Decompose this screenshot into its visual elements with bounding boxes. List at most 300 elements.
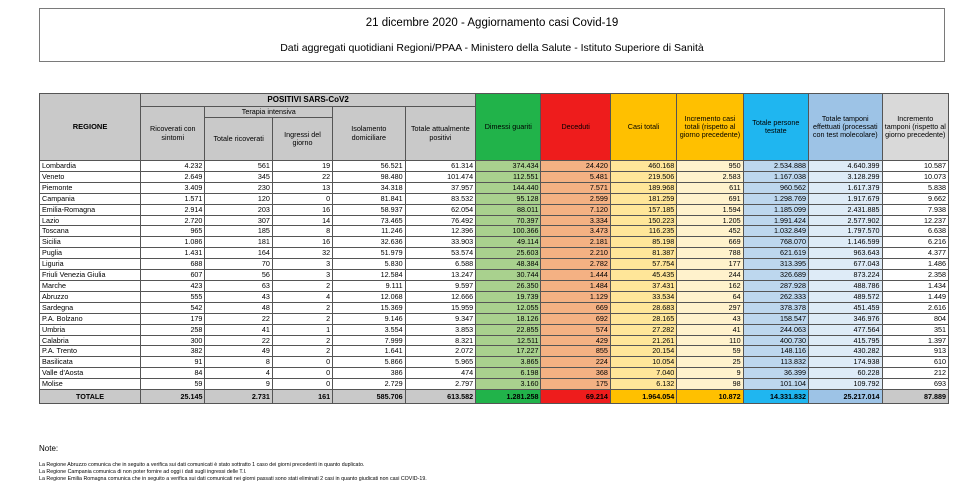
table-body bbox=[40, 161, 949, 404]
cell-casi-totali: 116.235 bbox=[610, 226, 676, 237]
cell-tamponi: 430.282 bbox=[809, 346, 883, 357]
cell-totale-positivi: 5.965 bbox=[405, 357, 476, 368]
cell-persone-testate: 287.928 bbox=[743, 280, 808, 291]
cell-ingressi: 2 bbox=[272, 335, 332, 346]
cell-isolamento: 56.521 bbox=[333, 161, 406, 172]
cell-dimessi: 17.227 bbox=[476, 346, 541, 357]
cell-casi-totali: 6.132 bbox=[610, 379, 676, 390]
total-tamponi: 25.217.014 bbox=[809, 390, 883, 404]
total-regione: TOTALE bbox=[40, 390, 141, 404]
cell-ingressi: 3 bbox=[272, 270, 332, 281]
cell-totale-ricoverati: 185 bbox=[205, 226, 272, 237]
cell-incremento-tamponi: 10.587 bbox=[882, 161, 948, 172]
cell-ingressi: 0 bbox=[272, 193, 332, 204]
cell-persone-testate: 400.730 bbox=[743, 335, 808, 346]
cell-tamponi: 60.228 bbox=[809, 368, 883, 379]
cell-regione: Umbria bbox=[40, 324, 141, 335]
cell-ingressi: 16 bbox=[272, 204, 332, 215]
cell-tamponi: 415.795 bbox=[809, 335, 883, 346]
total-casi-totali: 1.964.054 bbox=[610, 390, 676, 404]
total-ricoverati: 25.145 bbox=[141, 390, 205, 404]
cell-isolamento: 9.146 bbox=[333, 313, 406, 324]
cell-persone-testate: 262.333 bbox=[743, 291, 808, 302]
table-row bbox=[40, 270, 949, 281]
cell-totale-ricoverati: 22 bbox=[205, 335, 272, 346]
cell-incremento-tamponi: 351 bbox=[882, 324, 948, 335]
cell-deceduti: 3.334 bbox=[541, 215, 610, 226]
table-row bbox=[40, 346, 949, 357]
cell-incremento-casi: 788 bbox=[677, 248, 743, 259]
cell-tamponi: 3.128.299 bbox=[809, 171, 883, 182]
total-row bbox=[40, 390, 949, 404]
cell-totale-ricoverati: 43 bbox=[205, 291, 272, 302]
cell-incremento-casi: 41 bbox=[677, 324, 743, 335]
cell-incremento-tamponi: 4.377 bbox=[882, 248, 948, 259]
cell-dimessi: 3.160 bbox=[476, 379, 541, 390]
cell-persone-testate: 313.395 bbox=[743, 259, 808, 270]
notes-title: Note: bbox=[39, 444, 59, 453]
cell-ingressi: 2 bbox=[272, 313, 332, 324]
cell-deceduti: 2.599 bbox=[541, 193, 610, 204]
cell-totale-positivi: 37.957 bbox=[405, 182, 476, 193]
cell-dimessi: 49.114 bbox=[476, 237, 541, 248]
cell-deceduti: 7.120 bbox=[541, 204, 610, 215]
total-deceduti: 69.214 bbox=[541, 390, 610, 404]
cell-regione: Puglia bbox=[40, 248, 141, 259]
cell-incremento-casi: 452 bbox=[677, 226, 743, 237]
cell-isolamento: 34.318 bbox=[333, 182, 406, 193]
cell-isolamento: 58.937 bbox=[333, 204, 406, 215]
cell-deceduti: 2.210 bbox=[541, 248, 610, 259]
cell-ingressi: 22 bbox=[272, 171, 332, 182]
cell-incremento-tamponi: 2.358 bbox=[882, 270, 948, 281]
cell-regione: Friuli Venezia Giulia bbox=[40, 270, 141, 281]
cell-regione: Lazio bbox=[40, 215, 141, 226]
cell-casi-totali: 27.282 bbox=[610, 324, 676, 335]
col-header-totale-ricoverati: Totale ricoverati bbox=[205, 118, 272, 161]
cell-tamponi: 451.459 bbox=[809, 302, 883, 313]
cell-deceduti: 429 bbox=[541, 335, 610, 346]
cell-ingressi: 8 bbox=[272, 226, 332, 237]
cell-casi-totali: 33.534 bbox=[610, 291, 676, 302]
cell-isolamento: 12.068 bbox=[333, 291, 406, 302]
cell-dimessi: 12.055 bbox=[476, 302, 541, 313]
cell-deceduti: 24.420 bbox=[541, 161, 610, 172]
cell-persone-testate: 244.063 bbox=[743, 324, 808, 335]
cell-ricoverati: 179 bbox=[141, 313, 205, 324]
total-totale-positivi: 613.582 bbox=[405, 390, 476, 404]
cell-totale-positivi: 83.532 bbox=[405, 193, 476, 204]
table-row bbox=[40, 171, 949, 182]
cell-persone-testate: 101.104 bbox=[743, 379, 808, 390]
cell-persone-testate: 1.991.424 bbox=[743, 215, 808, 226]
cell-totale-ricoverati: 70 bbox=[205, 259, 272, 270]
cell-incremento-casi: 691 bbox=[677, 193, 743, 204]
cell-tamponi: 174.938 bbox=[809, 357, 883, 368]
cell-totale-ricoverati: 307 bbox=[205, 215, 272, 226]
cell-tamponi: 489.572 bbox=[809, 291, 883, 302]
table-row bbox=[40, 313, 949, 324]
total-totale-ricoverati: 2.731 bbox=[205, 390, 272, 404]
cell-ingressi: 32 bbox=[272, 248, 332, 259]
cell-ingressi: 16 bbox=[272, 237, 332, 248]
cell-ricoverati: 542 bbox=[141, 302, 205, 313]
cell-totale-positivi: 76.492 bbox=[405, 215, 476, 226]
col-header-tamponi: Totale tamponi effettuati (processati con test molecolare) bbox=[809, 94, 883, 161]
cell-tamponi: 677.043 bbox=[809, 259, 883, 270]
cell-ricoverati: 2.914 bbox=[141, 204, 205, 215]
table-row bbox=[40, 215, 949, 226]
cell-incremento-tamponi: 610 bbox=[882, 357, 948, 368]
cell-ingressi: 0 bbox=[272, 357, 332, 368]
covid-table bbox=[39, 93, 949, 404]
cell-deceduti: 2.181 bbox=[541, 237, 610, 248]
cell-casi-totali: 28.683 bbox=[610, 302, 676, 313]
cell-dimessi: 22.855 bbox=[476, 324, 541, 335]
cell-totale-positivi: 101.474 bbox=[405, 171, 476, 182]
table-row bbox=[40, 324, 949, 335]
cell-deceduti: 669 bbox=[541, 302, 610, 313]
cell-regione: Basilicata bbox=[40, 357, 141, 368]
cell-incremento-casi: 43 bbox=[677, 313, 743, 324]
cell-isolamento: 3.554 bbox=[333, 324, 406, 335]
cell-dimessi: 3.865 bbox=[476, 357, 541, 368]
cell-totale-positivi: 9.347 bbox=[405, 313, 476, 324]
cell-persone-testate: 148.116 bbox=[743, 346, 808, 357]
cell-incremento-tamponi: 913 bbox=[882, 346, 948, 357]
cell-casi-totali: 189.968 bbox=[610, 182, 676, 193]
cell-incremento-tamponi: 7.938 bbox=[882, 204, 948, 215]
cell-casi-totali: 157.185 bbox=[610, 204, 676, 215]
cell-isolamento: 73.465 bbox=[333, 215, 406, 226]
cell-regione: Liguria bbox=[40, 259, 141, 270]
table-row bbox=[40, 302, 949, 313]
cell-ingressi: 14 bbox=[272, 215, 332, 226]
cell-persone-testate: 326.689 bbox=[743, 270, 808, 281]
cell-ricoverati: 607 bbox=[141, 270, 205, 281]
cell-incremento-casi: 162 bbox=[677, 280, 743, 291]
cell-totale-ricoverati: 4 bbox=[205, 368, 272, 379]
cell-casi-totali: 7.040 bbox=[610, 368, 676, 379]
cell-incremento-tamponi: 1.449 bbox=[882, 291, 948, 302]
cell-incremento-tamponi: 10.073 bbox=[882, 171, 948, 182]
cell-ricoverati: 59 bbox=[141, 379, 205, 390]
col-header-casi-totali: Casi totali bbox=[610, 94, 676, 161]
cell-deceduti: 692 bbox=[541, 313, 610, 324]
cell-casi-totali: 21.261 bbox=[610, 335, 676, 346]
cell-ricoverati: 84 bbox=[141, 368, 205, 379]
cell-isolamento: 12.584 bbox=[333, 270, 406, 281]
cell-totale-ricoverati: 164 bbox=[205, 248, 272, 259]
cell-persone-testate: 378.378 bbox=[743, 302, 808, 313]
cell-incremento-tamponi: 804 bbox=[882, 313, 948, 324]
cell-regione: Veneto bbox=[40, 171, 141, 182]
cell-casi-totali: 460.168 bbox=[610, 161, 676, 172]
cell-ingressi: 2 bbox=[272, 280, 332, 291]
cell-incremento-casi: 669 bbox=[677, 237, 743, 248]
cell-deceduti: 1.444 bbox=[541, 270, 610, 281]
cell-totale-ricoverati: 230 bbox=[205, 182, 272, 193]
cell-isolamento: 7.999 bbox=[333, 335, 406, 346]
table-row bbox=[40, 259, 949, 270]
cell-persone-testate: 1.167.038 bbox=[743, 171, 808, 182]
cell-ingressi: 13 bbox=[272, 182, 332, 193]
cell-isolamento: 5.830 bbox=[333, 259, 406, 270]
cell-dimessi: 112.551 bbox=[476, 171, 541, 182]
total-persone-testate: 14.331.832 bbox=[743, 390, 808, 404]
cell-persone-testate: 2.534.888 bbox=[743, 161, 808, 172]
cell-ingressi: 0 bbox=[272, 379, 332, 390]
total-incremento-tamponi: 87.889 bbox=[882, 390, 948, 404]
cell-incremento-tamponi: 6.638 bbox=[882, 226, 948, 237]
cell-totale-ricoverati: 203 bbox=[205, 204, 272, 215]
cell-persone-testate: 1.185.099 bbox=[743, 204, 808, 215]
cell-tamponi: 1.797.570 bbox=[809, 226, 883, 237]
col-header-incremento-casi: Incremento casi totali (rispetto al giorno precedente) bbox=[677, 94, 743, 161]
cell-ricoverati: 1.086 bbox=[141, 237, 205, 248]
table-row bbox=[40, 237, 949, 248]
table-row bbox=[40, 357, 949, 368]
cell-ingressi: 3 bbox=[272, 259, 332, 270]
cell-regione: Campania bbox=[40, 193, 141, 204]
cell-totale-positivi: 3.853 bbox=[405, 324, 476, 335]
cell-incremento-tamponi: 212 bbox=[882, 368, 948, 379]
cell-incremento-casi: 9 bbox=[677, 368, 743, 379]
cell-regione: Valle d'Aosta bbox=[40, 368, 141, 379]
cell-totale-positivi: 12.666 bbox=[405, 291, 476, 302]
cell-totale-positivi: 13.247 bbox=[405, 270, 476, 281]
cell-ricoverati: 688 bbox=[141, 259, 205, 270]
cell-tamponi: 873.224 bbox=[809, 270, 883, 281]
cell-ingressi: 0 bbox=[272, 368, 332, 379]
cell-ricoverati: 1.571 bbox=[141, 193, 205, 204]
col-header-totale-positivi: Totale attualmente positivi bbox=[405, 107, 476, 161]
cell-deceduti: 2.782 bbox=[541, 259, 610, 270]
cell-isolamento: 51.979 bbox=[333, 248, 406, 259]
report-header bbox=[39, 8, 945, 62]
col-header-incremento-tamponi: Incremento tamponi (rispetto al giorno precedente) bbox=[882, 94, 948, 161]
cell-incremento-casi: 25 bbox=[677, 357, 743, 368]
report-title: 21 dicembre 2020 - Aggiornamento casi Covid-19 bbox=[365, 17, 619, 29]
cell-dimessi: 48.384 bbox=[476, 259, 541, 270]
cell-ricoverati: 2.720 bbox=[141, 215, 205, 226]
cell-isolamento: 98.480 bbox=[333, 171, 406, 182]
cell-totale-ricoverati: 63 bbox=[205, 280, 272, 291]
table-row bbox=[40, 182, 949, 193]
cell-deceduti: 574 bbox=[541, 324, 610, 335]
table-row bbox=[40, 226, 949, 237]
total-dimessi: 1.281.258 bbox=[476, 390, 541, 404]
cell-totale-ricoverati: 41 bbox=[205, 324, 272, 335]
cell-incremento-tamponi: 693 bbox=[882, 379, 948, 390]
cell-isolamento: 9.111 bbox=[333, 280, 406, 291]
cell-persone-testate: 158.547 bbox=[743, 313, 808, 324]
cell-dimessi: 144.440 bbox=[476, 182, 541, 193]
cell-totale-positivi: 33.903 bbox=[405, 237, 476, 248]
cell-casi-totali: 28.165 bbox=[610, 313, 676, 324]
note-line: La Regione Abruzzo comunica che in seguito a verifica sui dati comunicati è stato sottratto 1 caso dei giorni precedenti in quanto duplicato. bbox=[39, 462, 365, 468]
cell-incremento-tamponi: 1.397 bbox=[882, 335, 948, 346]
report-subtitle: Dati aggregati quotidiani Regioni/PPAA - Ministero della Salute - Istituto Superiore di Sanità bbox=[280, 42, 704, 54]
cell-totale-positivi: 6.588 bbox=[405, 259, 476, 270]
cell-regione: P.A. Trento bbox=[40, 346, 141, 357]
table-row bbox=[40, 291, 949, 302]
cell-ingressi: 19 bbox=[272, 161, 332, 172]
cell-tamponi: 488.786 bbox=[809, 280, 883, 291]
cell-tamponi: 477.564 bbox=[809, 324, 883, 335]
cell-ingressi: 4 bbox=[272, 291, 332, 302]
cell-regione: Piemonte bbox=[40, 182, 141, 193]
total-incremento-casi: 10.872 bbox=[677, 390, 743, 404]
col-header-ricoverati: Ricoverati con sintomi bbox=[141, 107, 205, 161]
cell-dimessi: 12.511 bbox=[476, 335, 541, 346]
cell-incremento-tamponi: 1.434 bbox=[882, 280, 948, 291]
cell-isolamento: 386 bbox=[333, 368, 406, 379]
cell-persone-testate: 36.399 bbox=[743, 368, 808, 379]
cell-incremento-casi: 297 bbox=[677, 302, 743, 313]
cell-totale-ricoverati: 22 bbox=[205, 313, 272, 324]
cell-dimessi: 88.011 bbox=[476, 204, 541, 215]
cell-dimessi: 19.739 bbox=[476, 291, 541, 302]
cell-tamponi: 109.792 bbox=[809, 379, 883, 390]
table-row bbox=[40, 368, 949, 379]
cell-casi-totali: 81.387 bbox=[610, 248, 676, 259]
cell-casi-totali: 45.435 bbox=[610, 270, 676, 281]
cell-incremento-tamponi: 6.216 bbox=[882, 237, 948, 248]
cell-incremento-tamponi: 2.616 bbox=[882, 302, 948, 313]
cell-totale-positivi: 8.321 bbox=[405, 335, 476, 346]
cell-totale-ricoverati: 561 bbox=[205, 161, 272, 172]
cell-totale-positivi: 15.959 bbox=[405, 302, 476, 313]
cell-casi-totali: 10.054 bbox=[610, 357, 676, 368]
cell-ricoverati: 2.649 bbox=[141, 171, 205, 182]
cell-persone-testate: 1.298.769 bbox=[743, 193, 808, 204]
cell-ricoverati: 555 bbox=[141, 291, 205, 302]
cell-dimessi: 26.350 bbox=[476, 280, 541, 291]
cell-deceduti: 1.484 bbox=[541, 280, 610, 291]
cell-regione: Lombardia bbox=[40, 161, 141, 172]
cell-casi-totali: 57.754 bbox=[610, 259, 676, 270]
cell-tamponi: 1.146.599 bbox=[809, 237, 883, 248]
cell-casi-totali: 20.154 bbox=[610, 346, 676, 357]
cell-ingressi: 2 bbox=[272, 346, 332, 357]
table-row bbox=[40, 335, 949, 346]
cell-ricoverati: 3.409 bbox=[141, 182, 205, 193]
cell-totale-positivi: 9.597 bbox=[405, 280, 476, 291]
col-header-dimessi: Dimessi guariti bbox=[476, 94, 541, 161]
cell-incremento-casi: 177 bbox=[677, 259, 743, 270]
cell-totale-ricoverati: 120 bbox=[205, 193, 272, 204]
cell-tamponi: 4.640.399 bbox=[809, 161, 883, 172]
cell-totale-ricoverati: 56 bbox=[205, 270, 272, 281]
cell-regione: Molise bbox=[40, 379, 141, 390]
cell-isolamento: 11.246 bbox=[333, 226, 406, 237]
cell-incremento-casi: 611 bbox=[677, 182, 743, 193]
cell-casi-totali: 219.506 bbox=[610, 171, 676, 182]
cell-dimessi: 100.366 bbox=[476, 226, 541, 237]
cell-persone-testate: 1.032.849 bbox=[743, 226, 808, 237]
table-row bbox=[40, 379, 949, 390]
cell-totale-positivi: 53.574 bbox=[405, 248, 476, 259]
cell-incremento-casi: 244 bbox=[677, 270, 743, 281]
cell-totale-positivi: 62.054 bbox=[405, 204, 476, 215]
cell-regione: Toscana bbox=[40, 226, 141, 237]
note-line: La Regione Campania comunica di non poter fornire ad oggi i dati sugli ingressi delle T.I. bbox=[39, 469, 247, 475]
cell-dimessi: 70.397 bbox=[476, 215, 541, 226]
cell-totale-positivi: 12.396 bbox=[405, 226, 476, 237]
cell-totale-ricoverati: 48 bbox=[205, 302, 272, 313]
cell-totale-ricoverati: 9 bbox=[205, 379, 272, 390]
cell-dimessi: 18.126 bbox=[476, 313, 541, 324]
cell-regione: Sardegna bbox=[40, 302, 141, 313]
cell-regione: Calabria bbox=[40, 335, 141, 346]
cell-incremento-casi: 64 bbox=[677, 291, 743, 302]
cell-totale-ricoverati: 181 bbox=[205, 237, 272, 248]
cell-isolamento: 81.841 bbox=[333, 193, 406, 204]
cell-dimessi: 95.128 bbox=[476, 193, 541, 204]
cell-incremento-casi: 98 bbox=[677, 379, 743, 390]
cell-tamponi: 1.617.379 bbox=[809, 182, 883, 193]
cell-regione: Marche bbox=[40, 280, 141, 291]
cell-ricoverati: 4.232 bbox=[141, 161, 205, 172]
cell-deceduti: 224 bbox=[541, 357, 610, 368]
covid-table-container bbox=[39, 93, 949, 404]
cell-totale-positivi: 2.797 bbox=[405, 379, 476, 390]
table-row bbox=[40, 248, 949, 259]
cell-isolamento: 32.636 bbox=[333, 237, 406, 248]
cell-deceduti: 368 bbox=[541, 368, 610, 379]
cell-deceduti: 1.129 bbox=[541, 291, 610, 302]
cell-casi-totali: 85.198 bbox=[610, 237, 676, 248]
cell-isolamento: 2.729 bbox=[333, 379, 406, 390]
cell-tamponi: 2.431.885 bbox=[809, 204, 883, 215]
cell-ingressi: 1 bbox=[272, 324, 332, 335]
cell-deceduti: 855 bbox=[541, 346, 610, 357]
cell-incremento-casi: 59 bbox=[677, 346, 743, 357]
col-header-ingressi: Ingressi del giorno bbox=[272, 118, 332, 161]
cell-tamponi: 1.917.679 bbox=[809, 193, 883, 204]
cell-incremento-tamponi: 9.662 bbox=[882, 193, 948, 204]
cell-casi-totali: 181.259 bbox=[610, 193, 676, 204]
cell-ricoverati: 423 bbox=[141, 280, 205, 291]
cell-dimessi: 374.434 bbox=[476, 161, 541, 172]
cell-regione: Abruzzo bbox=[40, 291, 141, 302]
cell-regione: Sicilia bbox=[40, 237, 141, 248]
table-row bbox=[40, 280, 949, 291]
total-ingressi: 161 bbox=[272, 390, 332, 404]
cell-casi-totali: 37.431 bbox=[610, 280, 676, 291]
cell-isolamento: 15.369 bbox=[333, 302, 406, 313]
cell-dimessi: 25.603 bbox=[476, 248, 541, 259]
cell-persone-testate: 621.619 bbox=[743, 248, 808, 259]
cell-ricoverati: 300 bbox=[141, 335, 205, 346]
cell-dimessi: 6.198 bbox=[476, 368, 541, 379]
cell-incremento-casi: 950 bbox=[677, 161, 743, 172]
cell-totale-positivi: 474 bbox=[405, 368, 476, 379]
cell-casi-totali: 150.223 bbox=[610, 215, 676, 226]
col-header-persone-testate: Totale persone testate bbox=[743, 94, 808, 161]
table-row bbox=[40, 193, 949, 204]
cell-tamponi: 963.643 bbox=[809, 248, 883, 259]
cell-ricoverati: 382 bbox=[141, 346, 205, 357]
cell-regione: P.A. Bolzano bbox=[40, 313, 141, 324]
cell-ricoverati: 965 bbox=[141, 226, 205, 237]
cell-incremento-casi: 110 bbox=[677, 335, 743, 346]
cell-deceduti: 3.473 bbox=[541, 226, 610, 237]
cell-totale-ricoverati: 49 bbox=[205, 346, 272, 357]
cell-tamponi: 346.976 bbox=[809, 313, 883, 324]
note-line: La Regione Emilia Romagna comunica che in seguito a verifica sui dati comunicati nei giorni passati sono stati eliminati 2 casi in quanto giudicati non casi COVID-19. bbox=[39, 476, 427, 482]
